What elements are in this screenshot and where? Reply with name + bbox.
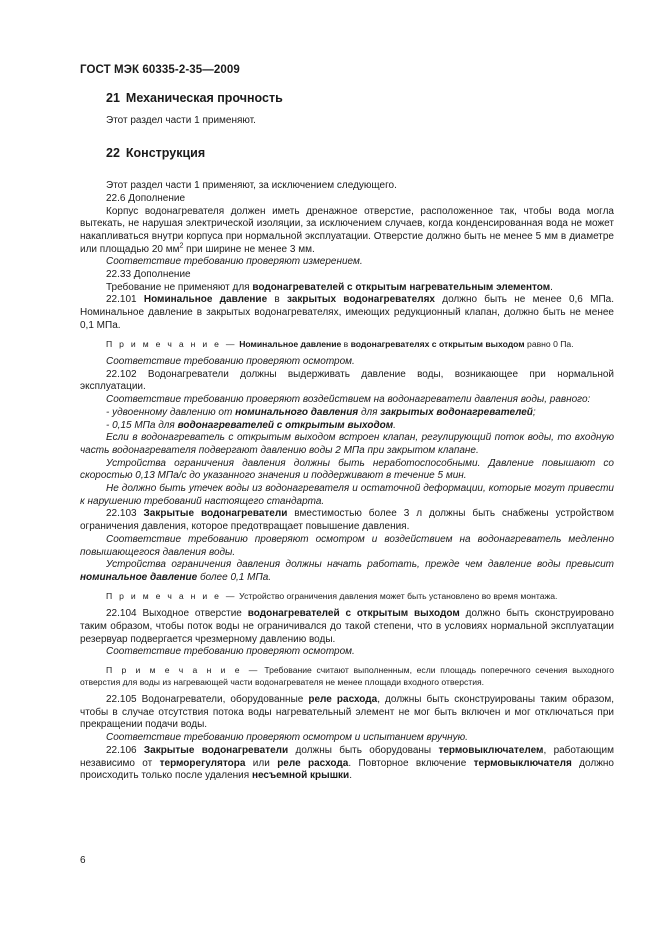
clause-22-101-body: [80, 294, 614, 332]
clause-22-104-term: водонагревателей с открытым выходом: [247, 608, 460, 620]
clause-22-104-body: [80, 608, 614, 646]
clause-22-106-term-4: реле расхода: [277, 757, 349, 769]
clause-22-102-check-text: Соответствие требованию проверяют воздействием на водонагреватели давления воды, равного:: [106, 394, 591, 406]
clause-22-101-text-1: в: [267, 294, 287, 306]
note-2-text: Устройство ограничения давления может быть установлено во время монтажа.: [236, 590, 558, 601]
clause-22-105-check-text: Соответствие требованию проверяют осмотром и испытанием вручную.: [106, 732, 468, 744]
clause-22-105-term: реле расхода: [308, 694, 378, 706]
list-item-1-text-c: для: [358, 406, 381, 418]
clause-22-6-text: Корпус водонагревателя должен иметь дренажное отверстие, расположенное так, чтобы вода могла вытекать, не нарушая электрической изоляции, за исключением случаев, когда конденсированная вода не может накапливаться внутри корпуса при нормальной эксплуатации. Отверстие должно быть не менее 5 мм в диаметре или площадью 20 мм: [80, 205, 614, 255]
clause-22-106-text-6: .: [349, 770, 352, 782]
clause-22-102-para-3-text: Не должно быть утечек воды из водонагревателя и остаточной деформации, которые могут привести к нарушению требований настоящего стандарта.: [80, 483, 614, 507]
note-3-label: П р и м е ч а н и е —: [106, 665, 260, 676]
page-content: [80, 91, 615, 783]
section-21-title: Механическая прочность: [125, 91, 283, 105]
clause-22-103-check: [80, 534, 614, 559]
clause-22-6-body: [80, 206, 614, 257]
clause-22-103-text: вместимостью более 3 л должны быть снабжены устройством ограничения давления, которое предотвращает повышение давления.: [80, 508, 614, 533]
clause-22-106-term-3: терморегулятора: [159, 757, 246, 769]
clause-22-106-text-4: . Повторное включение: [348, 757, 474, 769]
list-item-1-text-a: - удвоенному давлению от: [106, 406, 236, 418]
section-21-number: 21: [106, 91, 120, 105]
clause-22-104-check: [106, 646, 614, 659]
clause-22-102-body: 22.102 Водонагреватели должны выдерживать давление воды, возникающее при нормальной эксплуатации.: [80, 368, 614, 393]
clause-22-105-text-c: , должны быть сконструированы таким образом, чтобы в случае отсутствия потока воды нагревательный элемент не мог быть включен и мог отключаться при прекращении подачи воды.: [80, 694, 615, 731]
clause-22-33-text: Требование не применяют для: [106, 281, 253, 293]
section-22-intro: Этот раздел части 1 применяют, за исключением следующего.: [106, 180, 397, 192]
term-nominal-pressure: Номинальное давление: [143, 294, 268, 306]
clause-22-102-para-2-text: Устройства ограничения давления должны быть неработоспособными. Давление повышают со скоростью 0,13 МПа/с до указанного значения и поддерживают в течение 5 мин.: [80, 457, 614, 482]
clause-22-101-check-text: Соответствие требованию проверяют осмотром.: [106, 356, 355, 368]
clause-22-101-check: [106, 356, 614, 369]
note-2: [80, 591, 614, 603]
clause-22-106-term-1: Закрытые водонагреватели: [143, 744, 289, 756]
clause-22-103-para-text-a: Устройства ограничения давления должны начать работать, прежде чем давление воды превысит: [106, 559, 614, 571]
clause-22-6-check-text: Соответствие требованию проверяют измерением.: [106, 256, 363, 268]
clause-22-6-heading: 22.6 Дополнение: [106, 192, 186, 204]
clause-22-105-text-a: 22.105 Водонагреватели, оборудованные: [106, 694, 309, 706]
page-number: 6: [80, 855, 86, 866]
section-22-heading: [106, 147, 614, 160]
clause-22-103-para-text-c: более 0,1 МПа.: [197, 572, 272, 583]
note-1: [80, 339, 614, 351]
note-1-label: П р и м е ч а н и е —: [106, 338, 237, 349]
clause-22-103-term: Закрытые водонагреватели: [143, 508, 288, 520]
clause-22-103-para-term: номинальное давление: [80, 572, 198, 583]
clause-22-106-text-5: должно происходить только после удаления: [80, 757, 614, 782]
note-2-label: П р и м е ч а н и е —: [106, 590, 237, 601]
note-1-text-1: в: [341, 338, 351, 349]
clause-22-105-check: [106, 732, 614, 745]
clause-22-33-end: .: [550, 281, 553, 293]
clause-22-106-body: [80, 745, 614, 783]
list-item-1-term-2: закрытых водонагревателей: [380, 406, 533, 418]
clause-22-103-number: 22.103: [106, 508, 144, 520]
list-item-2-text-c: .: [393, 419, 396, 431]
note-1-term-2: водонагревателях с открытым выходом: [350, 338, 525, 349]
clause-22-6-superscript: 2: [179, 242, 184, 250]
clause-22-106-text-2: , работающим независимо от: [80, 744, 614, 769]
clause-22-33-heading: 22.33 Дополнение: [106, 269, 191, 281]
clause-22-101-number: 22.101: [106, 294, 144, 306]
clause-22-106-text-3: или: [245, 757, 278, 769]
clause-22-104-text: должно быть сконструировано таким образом, чтобы поток воды не ограничивался до такой степени, что в условиях нормальной эксплуатации резервуар подвергается чрезмерному давлению воды.: [80, 608, 614, 645]
clause-22-106-term-6: несъемной крышки: [251, 770, 350, 782]
clause-22-102-para-3: [80, 483, 614, 508]
clause-22-103-para: [80, 559, 614, 584]
section-22-title: Конструкция: [125, 146, 206, 161]
clause-22-33-body: [106, 282, 614, 295]
note-3-text: Требование считают выполненным, если площадь поперечного сечения выходного отверстия для воды из нагревающей части водонагревателя не менее площади входного отверстия.: [80, 665, 615, 687]
note-3: [80, 665, 614, 688]
clause-22-6-check: [106, 256, 614, 269]
note-1-term-1: Номинальное давление: [239, 338, 342, 349]
clause-22-106-term-2: термовыключателем: [438, 744, 544, 756]
list-item-2-text-a: - 0,15 МПа для: [106, 419, 178, 431]
clause-22-104-check-text: Соответствие требованию проверяют осмотром.: [106, 646, 355, 658]
clause-22-33-term: водонагревателей с открытым нагревательным элементом: [252, 281, 551, 293]
clause-22-102-para-1-text: Если в водонагреватель с открытым выходом встроен клапан, регулирующий поток воды, то входную часть водонагревателя подвергают давлению воды 2 МПа при закрытом клапане.: [80, 432, 614, 456]
clause-22-106-term-5: термовыключателя: [473, 757, 572, 769]
clause-22-106-number: 22.106: [106, 744, 144, 756]
clause-22-102-para-1: [80, 432, 614, 457]
clause-22-102-check: [80, 394, 614, 407]
clause-22-103-check-text: Соответствие требованию проверяют осмотром и воздействием на водонагреватель медленно повышающегося давления воды.: [80, 533, 614, 558]
clause-22-103-body: [80, 508, 614, 533]
list-item-1: [106, 407, 614, 420]
list-item-1-term-1: номинального давления: [235, 406, 359, 418]
section-21-heading: [106, 92, 614, 105]
clause-22-104-number: 22.104 Выходное отверстие: [106, 608, 248, 620]
term-closed-heaters: закрытых водонагревателях: [286, 294, 435, 306]
clause-22-101-text-2: должно быть не менее 0,6 МПа. Номинальное давление в закрытых водонагревателях, имеющих редукционный клапан, должно быть не менее 0,1 МПа.: [80, 294, 614, 331]
section-22-number: 22: [106, 146, 120, 161]
list-item-1-text-e: ;: [532, 406, 536, 418]
note-1-text-2: равно 0 Па.: [524, 338, 574, 349]
list-item-2-term: водонагревателей с открытым выходом: [177, 419, 394, 431]
clause-22-105-body: [80, 694, 614, 732]
clause-22-102-para-2: [80, 458, 614, 483]
clause-22-106-text-1: должны быть оборудованы: [288, 744, 439, 756]
clause-22-6-text-end: при ширине не менее 3 мм.: [183, 243, 315, 255]
document-header: ГОСТ МЭК 60335-2-35—2009: [80, 64, 240, 76]
list-item-2: [106, 420, 614, 433]
section-21-text: Этот раздел части 1 применяют.: [106, 114, 256, 126]
